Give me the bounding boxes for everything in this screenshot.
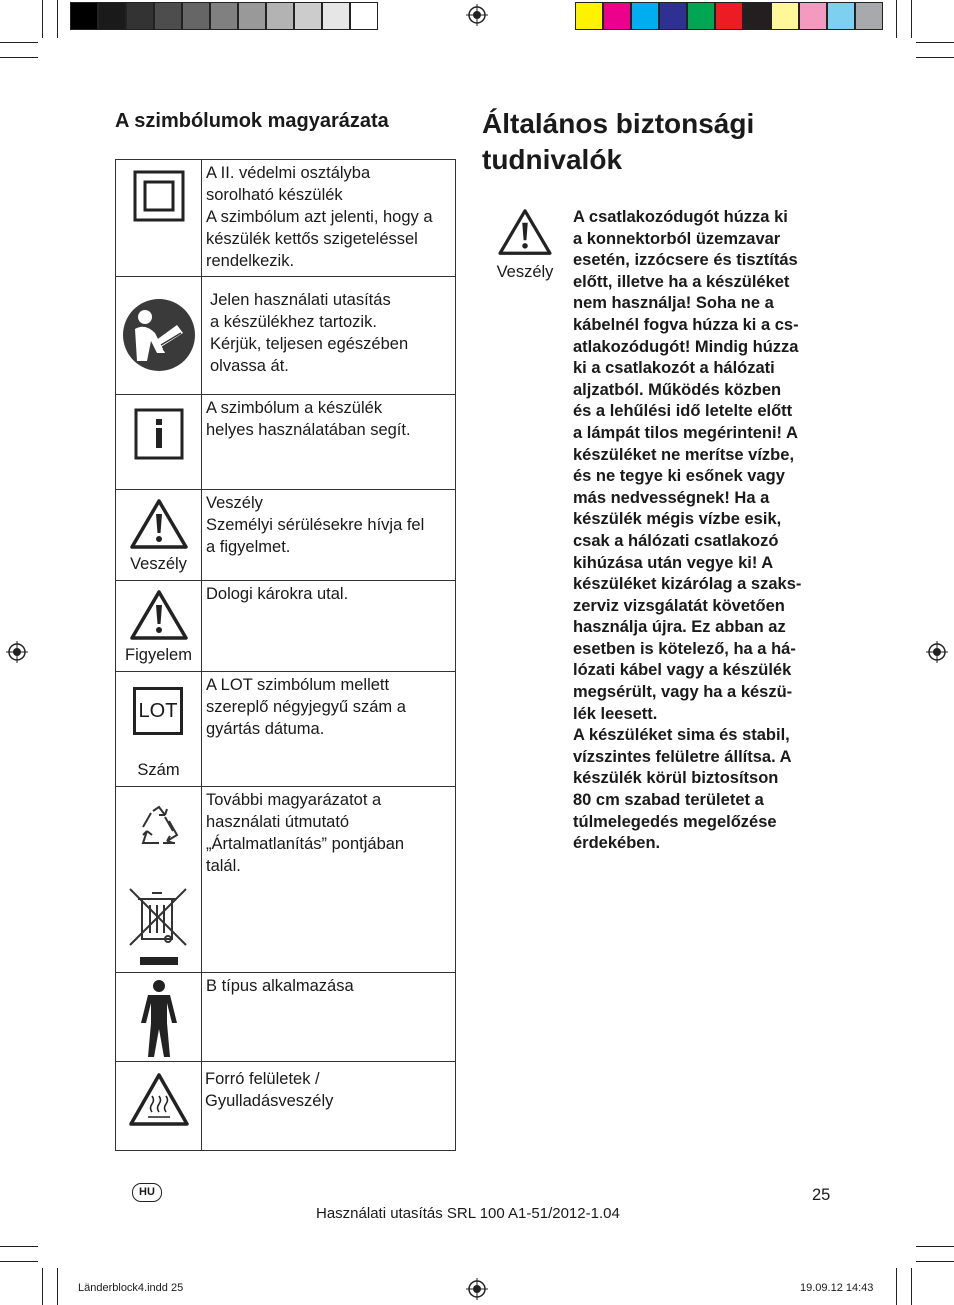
icon-cell (116, 160, 202, 277)
gray-swatch (182, 2, 210, 30)
body-line: lék leesett. (573, 704, 658, 723)
registration-mark-icon (466, 4, 488, 26)
icon-caption: Veszély (130, 555, 187, 573)
description-line: sorolható készülék (206, 186, 343, 204)
description-line: Gyulladásveszély (205, 1092, 334, 1110)
warning-caption: Veszély (496, 263, 554, 281)
description-line: rendelkezik. (206, 252, 295, 270)
safety-body-text (573, 207, 828, 855)
info-i-icon (134, 408, 184, 460)
table-row (116, 787, 456, 973)
description-line: Dologi károkra utal. (206, 585, 349, 603)
body-line: készüléket ne merítse vízbe, (573, 445, 795, 464)
safety-heading (482, 106, 812, 178)
color-swatch (743, 2, 771, 30)
description-cell (202, 160, 456, 277)
slug-date: 19.09.12 14:43 (800, 1282, 874, 1294)
body-line: használja újra. Ez abban az (573, 618, 786, 637)
body-line: készüléket kizárólag a szaks- (573, 575, 802, 594)
body-line: lózati kábel vagy a készülék (573, 661, 792, 680)
description-line: a figyelmet. (206, 538, 291, 556)
gray-swatch (350, 2, 378, 30)
color-swatch (855, 2, 883, 30)
description-line: A LOT szimbólum mellett (206, 676, 390, 694)
body-line: megsérült, vagy ha a készü- (573, 683, 793, 702)
registration-mark-icon (926, 641, 948, 663)
warning-triangle-icon (129, 498, 189, 550)
body-line: előtt, illetve ha a készüléket (573, 272, 790, 291)
description-line: Forró felületek / (205, 1070, 320, 1088)
lot-box-icon: LOT (133, 687, 183, 735)
color-swatch (603, 2, 631, 30)
color-swatch (631, 2, 659, 30)
table-row (116, 490, 456, 581)
table-row (116, 160, 456, 277)
gray-swatch (98, 2, 126, 30)
table-row (116, 1062, 456, 1151)
description-line: Veszély (206, 494, 263, 512)
description-line: a készülékhez tartozik. (210, 313, 377, 331)
registration-mark-icon (466, 1278, 488, 1300)
icon-cell (116, 1062, 202, 1151)
danger-warning-block (490, 208, 560, 282)
registration-mark-icon (6, 641, 28, 663)
description-cell (202, 787, 456, 973)
gray-swatch (238, 2, 266, 30)
body-line: kábelnél fogva húzza ki a cs- (573, 315, 799, 334)
table-row (116, 672, 456, 787)
gray-swatch (266, 2, 294, 30)
table-row (116, 277, 456, 395)
body-line: nem használja! Soha ne a (573, 294, 774, 313)
color-swatch (715, 2, 743, 30)
color-swatch (771, 2, 799, 30)
gray-swatch (126, 2, 154, 30)
symbols-table (115, 159, 456, 1151)
body-line: készülék mégis vízbe esik, (573, 510, 782, 529)
description-line: helyes használatában segít. (206, 421, 411, 439)
body-line: kihúzása után vegye ki! A (573, 553, 774, 572)
description-cell (202, 672, 456, 787)
body-line: csak a hálózati csatlakozó (573, 531, 779, 550)
body-line: zerviz vizsgálatát követően (573, 596, 785, 615)
body-line: készülék körül biztosítson (573, 769, 779, 788)
table-row (116, 581, 456, 672)
description-cell (202, 973, 456, 1062)
table-row (116, 973, 456, 1062)
heading-line: tudnivalók (482, 144, 623, 175)
color-swatch (687, 2, 715, 30)
gray-swatch (154, 2, 182, 30)
description-line: készülék kettős szigeteléssel (206, 230, 418, 248)
color-swatch (827, 2, 855, 30)
body-line: érdekében. (573, 834, 661, 853)
hot-surface-triangle-icon (128, 1072, 190, 1128)
icon-cell (116, 581, 202, 672)
icon-cell (116, 277, 202, 395)
slug-file: Länderblock4.indd 25 (78, 1282, 184, 1294)
description-line: Személyi sérülésekre hívja fel (206, 516, 425, 534)
description-cell (202, 277, 456, 395)
body-line: a konnektorból üzemzavar (573, 229, 781, 248)
description-line: Kérjük, teljesen egészében (210, 335, 409, 353)
description-line: További magyarázatot a (206, 791, 382, 809)
body-line: esetén, izzócsere és tisztítás (573, 251, 798, 270)
description-line: Jelen használati utasítás (210, 291, 391, 309)
body-line: esetben is kötelező, ha a há- (573, 639, 796, 658)
color-swatch (659, 2, 687, 30)
color-swatch (575, 2, 603, 30)
description-line: „Ártalmatlanítás” pontjában (206, 835, 405, 853)
body-line: aljzatból. Működés közben (573, 380, 782, 399)
body-line: és ne tegye ki esőnek vagy (573, 467, 785, 486)
icon-caption: Figyelem (125, 646, 192, 664)
icon-cell (116, 395, 202, 490)
color-swatch (799, 2, 827, 30)
description-line: A szimbólum a készülék (206, 399, 383, 417)
body-line: A készüléket sima és stabil, (573, 726, 790, 745)
heading-line: Általános biztonsági (482, 108, 755, 139)
description-cell (202, 1062, 456, 1151)
icon-cell (116, 787, 202, 973)
body-line: más nedvességnek! Ha a (573, 488, 770, 507)
icon-cell (116, 490, 202, 581)
description-line: A II. védelmi osztályba (206, 164, 371, 182)
document-reference: Használati utasítás SRL 100 A1-51/2012-1.04 (316, 1205, 620, 1222)
description-line: szereplő négyjegyű szám a (206, 698, 406, 716)
description-line: gyártás dátuma. (206, 720, 325, 738)
icon-caption: Szám (137, 761, 180, 779)
body-line: 80 cm szabad területet a (573, 791, 764, 810)
gray-swatch (294, 2, 322, 30)
warning-triangle-icon (495, 208, 555, 256)
gray-swatch (210, 2, 238, 30)
read-manual-icon (121, 295, 197, 375)
body-line: a lámpát tilos megérinteni! A (573, 423, 798, 442)
class-ii-double-square-icon (133, 170, 185, 222)
description-cell (202, 581, 456, 672)
body-line: és a lehűlési idő letelte előtt (573, 402, 793, 421)
description-cell (202, 395, 456, 490)
description-line: olvassa át. (210, 357, 289, 375)
body-line: A csatlakozódugót húzza ki (573, 208, 788, 226)
icon-cell (116, 672, 202, 787)
warning-triangle-icon (129, 589, 189, 641)
description-line: használati útmutató (206, 813, 350, 831)
description-line: talál. (206, 857, 241, 875)
crossed-out-bin-icon (126, 885, 192, 967)
type-b-person-icon (139, 979, 179, 1059)
body-line: ki a csatlakozót a hálózati (573, 359, 775, 378)
gray-swatch (322, 2, 350, 30)
body-line: atlakozódugót! Mindig húzza (573, 337, 799, 356)
icon-cell (116, 973, 202, 1062)
description-line: A szimbólum azt jelenti, hogy a (206, 208, 433, 226)
body-line: túlmelegedés megelőzése (573, 812, 777, 831)
description-line: B típus alkalmazása (206, 977, 354, 995)
page-number: 25 (812, 1186, 831, 1204)
recycle-icon (137, 805, 181, 847)
description-cell (202, 490, 456, 581)
table-row (116, 395, 456, 490)
gray-swatch (70, 2, 98, 30)
body-line: vízszintes felületre állítsa. A (573, 747, 792, 766)
language-badge: HU (132, 1183, 162, 1202)
symbols-heading: A szimbólumok magyarázata (115, 110, 389, 132)
